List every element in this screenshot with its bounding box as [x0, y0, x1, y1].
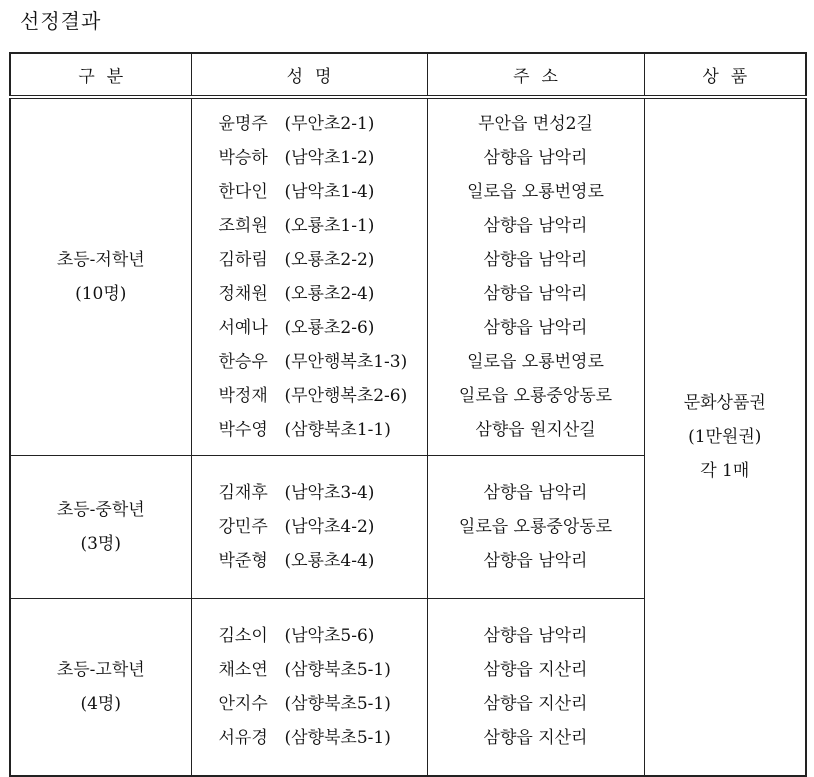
- winner-name: 강민주: [218, 517, 268, 537]
- selection-result-table: [9, 52, 807, 777]
- winner-address: 무안읍 면성2길: [478, 114, 593, 134]
- winner-address: 일로읍 오룡번영로: [467, 182, 604, 202]
- winner-name: 윤명주: [218, 114, 268, 134]
- table-body: [10, 97, 806, 776]
- addresses-cell: [427, 599, 644, 777]
- header-name: 성명: [191, 53, 427, 97]
- winner-address: 삼향읍 원지산길: [475, 420, 596, 440]
- category-count: (4명): [80, 694, 121, 714]
- winner-school: (남악초1-4): [284, 182, 375, 202]
- winner-entry: [192, 413, 427, 447]
- winner-school: (오룡초2-6): [284, 318, 375, 338]
- winner-school: (오룡초1-1): [284, 216, 375, 236]
- category-label: 초등-저학년: [56, 250, 145, 270]
- winner-name: 채소연: [218, 660, 268, 680]
- winner-address: 삼향읍 남악리: [483, 216, 588, 236]
- category-label: 초등-중학년: [56, 500, 145, 520]
- winner-address: 삼향읍 남악리: [483, 250, 588, 270]
- winner-school: (삼향북초5-1): [284, 728, 391, 748]
- winner-address: 삼향읍 지산리: [483, 728, 588, 748]
- category-count: (3명): [80, 534, 121, 554]
- winner-address: 삼향읍 남악리: [483, 148, 588, 168]
- category-cell: [10, 97, 191, 456]
- winner-entry: [192, 476, 427, 510]
- header-prize: 상품: [644, 53, 806, 97]
- winner-entry: [192, 379, 427, 413]
- winner-school: (오룡초4-4): [284, 551, 375, 571]
- winner-school: (무안행복초2-6): [284, 386, 408, 406]
- winner-entry: [192, 510, 427, 544]
- winner-address: 삼향읍 지산리: [483, 694, 588, 714]
- table-header-row: [10, 53, 806, 97]
- winner-address: 삼향읍 남악리: [483, 284, 588, 304]
- winner-address: 삼향읍 남악리: [483, 318, 588, 338]
- winner-entry: [192, 209, 427, 243]
- winner-name: 김하림: [218, 250, 268, 270]
- category-label: 초등-고학년: [56, 660, 145, 680]
- winner-name: 서유경: [218, 728, 268, 748]
- category-cell: [10, 599, 191, 777]
- winner-address: 삼향읍 지산리: [483, 660, 588, 680]
- prize-line2: (1만원권): [688, 427, 762, 447]
- winner-entry: [192, 243, 427, 277]
- winner-name: 김재후: [218, 483, 268, 503]
- winner-entry: [192, 311, 427, 345]
- winner-address: 삼향읍 남악리: [483, 483, 588, 503]
- winner-entry: [192, 141, 427, 175]
- winner-entry: [192, 107, 427, 141]
- winner-address: 일로읍 오룡중앙동로: [458, 517, 613, 537]
- winner-address: 삼향읍 남악리: [483, 551, 588, 571]
- winner-name: 정채원: [218, 284, 268, 304]
- winner-address: 일로읍 오룡번영로: [467, 352, 604, 372]
- addresses-cell: [427, 456, 644, 599]
- winner-school: (무안행복초1-3): [284, 352, 408, 372]
- prize-line1: 문화상품권: [683, 393, 766, 413]
- winner-name: 한승우: [218, 352, 268, 372]
- winner-name: 박정재: [218, 386, 268, 406]
- header-category: 구분: [10, 53, 191, 97]
- winner-entry: [192, 345, 427, 379]
- winner-address: 삼향읍 남악리: [483, 626, 588, 646]
- winner-address: 일로읍 오룡중앙동로: [458, 386, 613, 406]
- winner-entry: [192, 653, 427, 687]
- winner-entry: [192, 175, 427, 209]
- winner-name: 서예나: [218, 318, 268, 338]
- category-cell: [10, 456, 191, 599]
- winner-school: (삼향북초5-1): [284, 660, 391, 680]
- winner-school: (남악초5-6): [284, 626, 375, 646]
- names-cell: [191, 97, 427, 456]
- names-cell: [191, 456, 427, 599]
- header-address: 주소: [427, 53, 644, 97]
- page-title: 선정결과: [20, 9, 102, 33]
- winner-name: 안지수: [218, 694, 268, 714]
- prize-cell: [644, 97, 806, 776]
- winner-name: 박준형: [218, 551, 268, 571]
- addresses-cell: [427, 97, 644, 456]
- table-row: [10, 97, 806, 456]
- winner-name: 박수영: [218, 420, 268, 440]
- category-count: (10명): [75, 284, 127, 304]
- winner-entry: [192, 277, 427, 311]
- winner-school: (남악초1-2): [284, 148, 375, 168]
- winner-school: (오룡초2-2): [284, 250, 375, 270]
- winner-name: 박승하: [218, 148, 268, 168]
- prize-line3: 각 1매: [700, 461, 750, 481]
- winner-school: (무안초2-1): [284, 114, 375, 134]
- winner-school: (삼향북초5-1): [284, 694, 391, 714]
- names-cell: [191, 599, 427, 777]
- winner-entry: [192, 721, 427, 755]
- winner-school: (남악초3-4): [284, 483, 375, 503]
- winner-name: 김소이: [218, 626, 268, 646]
- winner-name: 한다인: [218, 182, 268, 202]
- winner-school: (남악초4-2): [284, 517, 375, 537]
- winner-entry: [192, 619, 427, 653]
- winner-name: 조희원: [218, 216, 268, 236]
- winner-entry: [192, 544, 427, 578]
- winner-entry: [192, 687, 427, 721]
- winner-school: (삼향북초1-1): [284, 420, 391, 440]
- winner-school: (오룡초2-4): [284, 284, 375, 304]
